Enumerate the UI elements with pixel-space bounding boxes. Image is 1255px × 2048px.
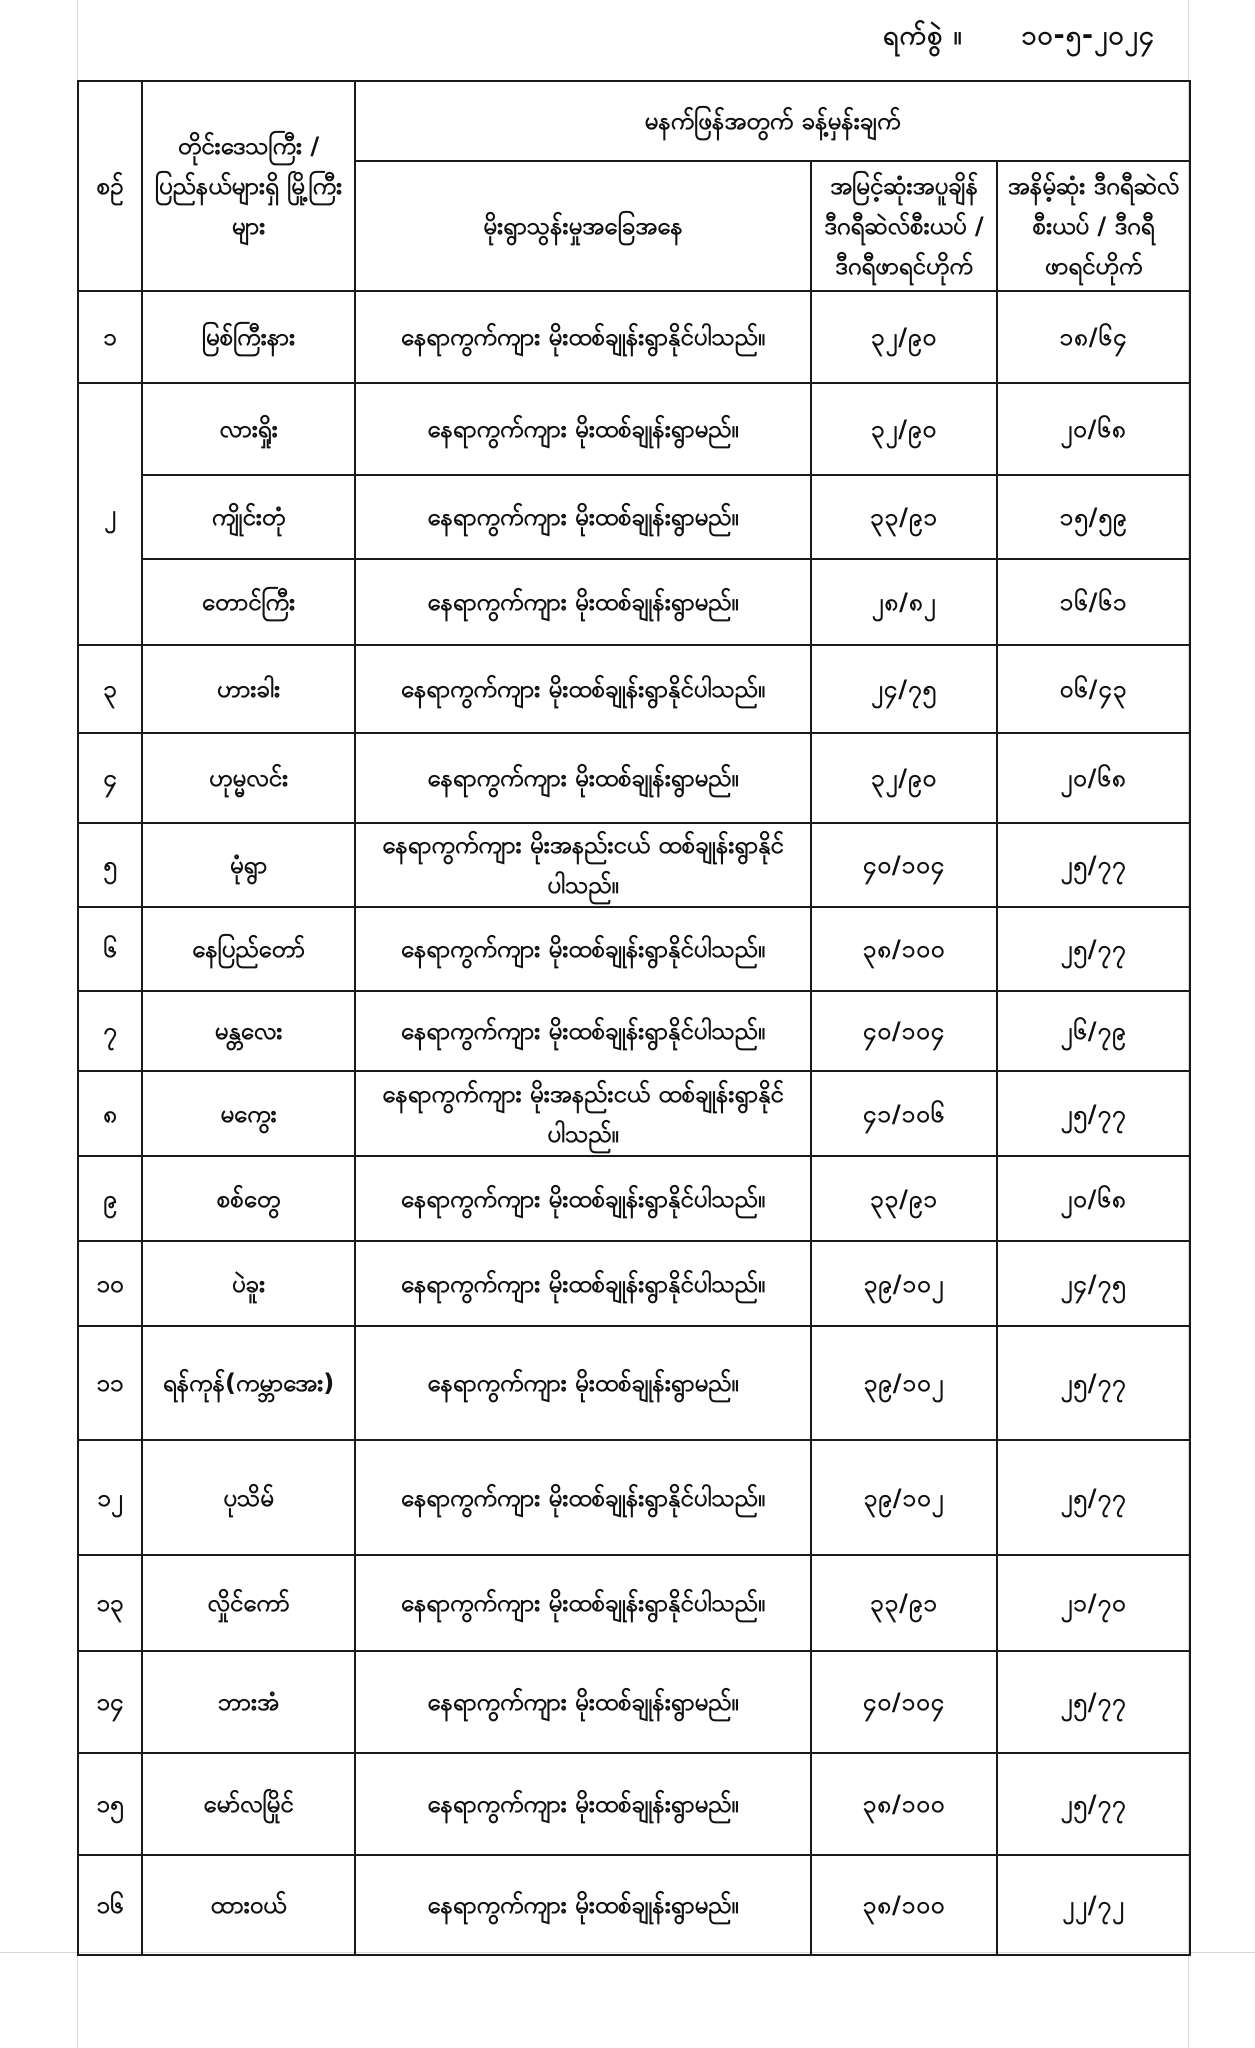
row-min-temp: ၂၁/၇၀	[997, 1555, 1190, 1651]
forecast-table	[77, 80, 1191, 1956]
row-min-temp: ၂၀/၆၈	[997, 383, 1190, 475]
row-min-temp: ၂၂/၇၂	[997, 1855, 1190, 1955]
row-condition: နေရာကွက်ကျား မိုးထစ်ချုန်းရွာနိုင်ပါသည်။	[355, 291, 811, 383]
table-row	[78, 645, 1190, 733]
table-row	[78, 1071, 1190, 1156]
row-condition: နေရာကွက်ကျား မိုးထစ်ချုန်းရွာမည်။	[355, 733, 811, 823]
row-no: ၁၂	[78, 1440, 142, 1555]
row-min-temp: ၂၀/၆၈	[997, 733, 1190, 823]
row-no: ၅	[78, 823, 142, 907]
row-min-temp: ၂၀/၆၈	[997, 1156, 1190, 1241]
row-no: ၂	[78, 383, 142, 645]
row-condition: နေရာကွက်ကျား မိုးထစ်ချုန်းရွာနိုင်ပါသည်။	[355, 1440, 811, 1555]
header-no: စဉ်	[78, 81, 142, 291]
row-max-temp: ၄၀/၁၀၄	[811, 991, 997, 1071]
row-no: ၁	[78, 291, 142, 383]
row-min-temp: ၁၈/၆၄	[997, 291, 1190, 383]
row-condition: နေရာကွက်ကျား မိုးထစ်ချုန်းရွာနိုင်ပါသည်။	[355, 907, 811, 991]
row-no: ၇	[78, 991, 142, 1071]
header-region: တိုင်းဒေသကြီး / ပြည်နယ်များရှိ မြို့ကြီးများ	[142, 81, 355, 291]
row-min-temp: ၂၅/၇၇	[997, 1326, 1190, 1440]
header-condition: မိုးရွာသွန်းမှုအခြေအနေ	[355, 161, 811, 291]
row-condition: နေရာကွက်ကျား မိုးထစ်ချုန်းရွာနိုင်ပါသည်။	[355, 645, 811, 733]
row-condition: နေရာကွက်ကျား မိုးထစ်ချုန်းရွာမည်။	[355, 1855, 811, 1955]
row-min-temp: ၁၅/၅၉	[997, 475, 1190, 559]
table-row	[78, 475, 1190, 559]
row-no: ၄	[78, 733, 142, 823]
row-city: ဟုမ္မလင်း	[142, 733, 355, 823]
row-city: မကွေး	[142, 1071, 355, 1156]
row-min-temp: ၁၆/၆၁	[997, 559, 1190, 645]
row-condition: နေရာကွက်ကျား မိုးထစ်ချုန်းရွာမည်။	[355, 1753, 811, 1855]
row-min-temp: ၂၅/၇၇	[997, 1071, 1190, 1156]
row-condition: နေရာကွက်ကျား မိုးထစ်ချုန်းရွာနိုင်ပါသည်။	[355, 1241, 811, 1326]
row-min-temp: ၂၅/၇၇	[997, 1440, 1190, 1555]
row-max-temp: ၂၄/၇၅	[811, 645, 997, 733]
row-city: မန္တလေး	[142, 991, 355, 1071]
row-no: ၃	[78, 645, 142, 733]
table-row	[78, 291, 1190, 383]
row-condition: နေရာကွက်ကျား မိုးထစ်ချုန်းရွာမည်။	[355, 475, 811, 559]
row-min-temp: ၂၄/၇၅	[997, 1241, 1190, 1326]
row-condition: နေရာကွက်ကျား မိုးအနည်းငယ် ထစ်ချုန်းရွာနိုင်ပါသည်။	[355, 1071, 811, 1156]
row-max-temp: ၃၂/၉၀	[811, 383, 997, 475]
row-city: တောင်ကြီး	[142, 559, 355, 645]
table-row	[78, 1156, 1190, 1241]
row-max-temp: ၂၈/၈၂	[811, 559, 997, 645]
table-row	[78, 1555, 1190, 1651]
row-min-temp: ၂၅/၇၇	[997, 823, 1190, 907]
row-condition: နေရာကွက်ကျား မိုးအနည်းငယ် ထစ်ချုန်းရွာနိုင်ပါသည်။	[355, 823, 811, 907]
row-city: နေပြည်တော်	[142, 907, 355, 991]
table-row	[78, 1651, 1190, 1753]
row-no: ၁၅	[78, 1753, 142, 1855]
table-row	[78, 559, 1190, 645]
row-max-temp: ၃၉/၁၀၂	[811, 1440, 997, 1555]
row-city: ပုသိမ်	[142, 1440, 355, 1555]
row-city: ထားဝယ်	[142, 1855, 355, 1955]
table-row	[78, 1326, 1190, 1440]
table-row	[78, 823, 1190, 907]
row-max-temp: ၃၃/၉၁	[811, 1156, 997, 1241]
table-row	[78, 733, 1190, 823]
row-no: ၁၁	[78, 1326, 142, 1440]
row-min-temp: ၂၅/၇၇	[997, 1651, 1190, 1753]
row-max-temp: ၄၀/၁၀၄	[811, 1651, 997, 1753]
row-city: လားရှိုး	[142, 383, 355, 475]
row-max-temp: ၃၈/၁၀၀	[811, 1855, 997, 1955]
table-row	[78, 1440, 1190, 1555]
row-condition: နေရာကွက်ကျား မိုးထစ်ချုန်းရွာမည်။	[355, 1326, 811, 1440]
row-no: ၆	[78, 907, 142, 991]
row-max-temp: ၃၃/၉၁	[811, 475, 997, 559]
row-max-temp: ၄၀/၁၀၄	[811, 823, 997, 907]
row-condition: နေရာကွက်ကျား မိုးထစ်ချုန်းရွာမည်။	[355, 383, 811, 475]
row-min-temp: ၂၅/၇၇	[997, 907, 1190, 991]
row-city: ဘားအံ	[142, 1651, 355, 1753]
row-condition: နေရာကွက်ကျား မိုးထစ်ချုန်းရွာနိုင်ပါသည်။	[355, 1156, 811, 1241]
table-row	[78, 1855, 1190, 1955]
table-row	[78, 383, 1190, 475]
row-no: ၁၀	[78, 1241, 142, 1326]
row-city: မြစ်ကြီးနား	[142, 291, 355, 383]
row-no: ၈	[78, 1071, 142, 1156]
table-row	[78, 907, 1190, 991]
row-max-temp: ၃၂/၉၀	[811, 291, 997, 383]
row-city: ကျိုင်းတုံ	[142, 475, 355, 559]
header-max-temp: အမြင့်ဆုံးအပူချိန် ဒီဂရီဆဲလ်စီးယပ် /ဒီဂရီဖာရင်ဟိုက်	[811, 161, 997, 291]
row-max-temp: ၄၁/၁၀၆	[811, 1071, 997, 1156]
header-group: မနက်ဖြန်အတွက် ခန့်မှန်းချက်	[355, 81, 1190, 161]
date-line	[883, 18, 1155, 58]
date-label: ရက်စွဲ ။	[883, 20, 963, 51]
row-max-temp: ၃၈/၁၀၀	[811, 1753, 997, 1855]
row-condition: နေရာကွက်ကျား မိုးထစ်ချုန်းရွာနိုင်ပါသည်။	[355, 991, 811, 1071]
row-no: ၁၄	[78, 1651, 142, 1753]
row-no: ၉	[78, 1156, 142, 1241]
row-city: စစ်တွေ	[142, 1156, 355, 1241]
header-min-temp: အနိမ့်ဆုံး ဒီဂရီဆဲလ်စီးယပ် / ဒီဂရီဖာရင်ဟိုက်	[997, 161, 1190, 291]
row-max-temp: ၃၉/၁၀၂	[811, 1241, 997, 1326]
row-city: ပဲခူး	[142, 1241, 355, 1326]
row-max-temp: ၃၃/၉၁	[811, 1555, 997, 1651]
row-max-temp: ၃၂/၉၀	[811, 733, 997, 823]
row-min-temp: ၀၆/၄၃	[997, 645, 1190, 733]
row-no: ၁၃	[78, 1555, 142, 1651]
row-no: ၁၆	[78, 1855, 142, 1955]
row-max-temp: ၃၈/၁၀၀	[811, 907, 997, 991]
row-city: ရန်ကုန်(ကမ္ဘာအေး)	[142, 1326, 355, 1440]
row-condition: နေရာကွက်ကျား မိုးထစ်ချုန်းရွာနိုင်ပါသည်။	[355, 1555, 811, 1651]
date-value: ၁၀-၅-၂၀၂၄	[1021, 20, 1155, 51]
row-city: ဟားခါး	[142, 645, 355, 733]
row-min-temp: ၂၅/၇၇	[997, 1753, 1190, 1855]
row-city: မော်လမြိုင်	[142, 1753, 355, 1855]
table-row	[78, 1753, 1190, 1855]
row-condition: နေရာကွက်ကျား မိုးထစ်ချုန်းရွာမည်။	[355, 559, 811, 645]
row-city: မုံရွာ	[142, 823, 355, 907]
table-row	[78, 1241, 1190, 1326]
row-condition: နေရာကွက်ကျား မိုးထစ်ချုန်းရွာမည်။	[355, 1651, 811, 1753]
row-max-temp: ၃၉/၁၀၂	[811, 1326, 997, 1440]
table-row	[78, 991, 1190, 1071]
row-min-temp: ၂၆/၇၉	[997, 991, 1190, 1071]
row-city: လှိုင်ကော်	[142, 1555, 355, 1651]
